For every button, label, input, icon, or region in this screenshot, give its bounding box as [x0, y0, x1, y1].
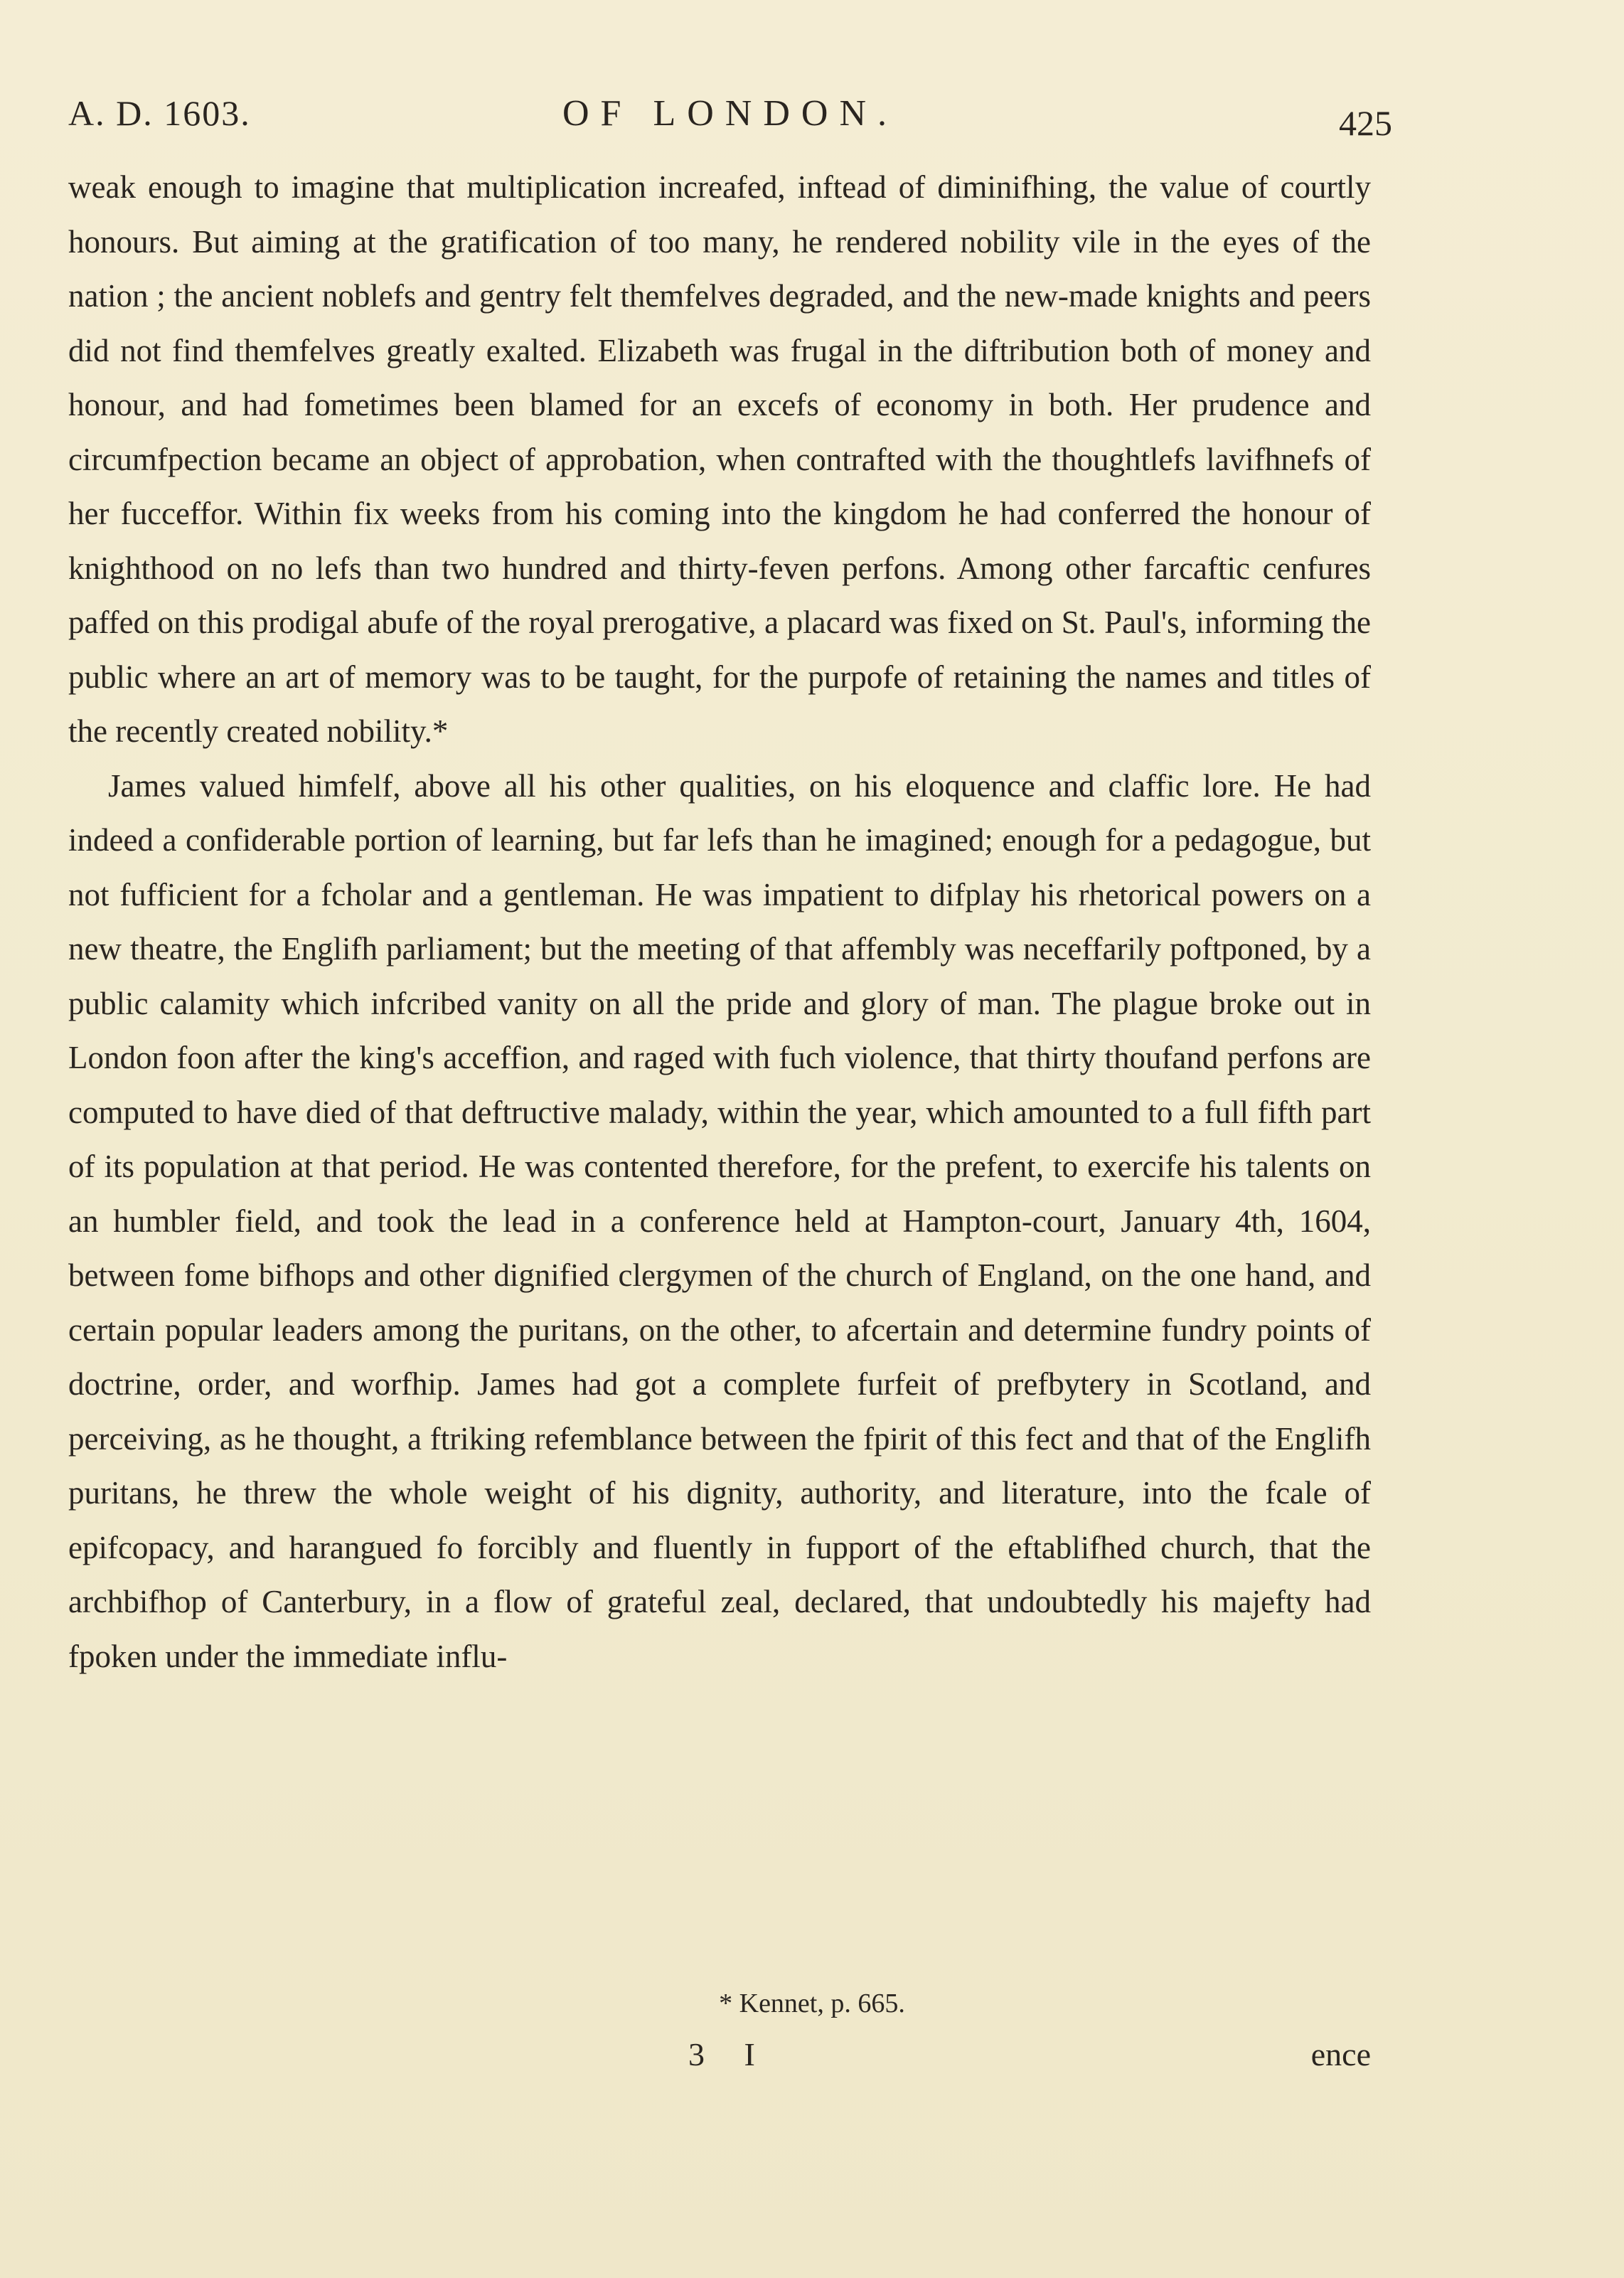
paragraph-2: James valued himfelf, above all his other qualities, on his eloquence and claffic lore. He had indeed a confiderable portion of learning, but far lefs than he imagined; enough for a pedagogue, but not fufficient for a fcholar and a gentleman. He was impatient to difplay his rhetorical powers on a new theatre, the Englifh parliament; but the meeting of that affembly was neceffarily poftponed, by a public calamity which infcribed vanity on all the pride and glory of man. The plague broke out in London foon after the king's acceffion, and raged with fuch violence, that thirty thoufand perfons are computed to have died of that deftructive malady, within the year, which amounted to a full fifth part of its population at that period. He was contented therefore, for the prefent, to exercife his talents on an humbler field, and took the lead in a conference held at Hampton-court, January 4th, 1604, between fome bifhops and other dignified clergymen of the church of England, on the one hand, and certain popular leaders among the puritans, on the other, to afcertain and determine fundry points of doctrine, order, and worfhip. James had got a complete furfeit of prefbytery in Scotland, and perceiving, as he thought, a ftriking refemblance between the fpirit of this fect and that of the Englifh puritans, he threw the whole weight of his dignity, authority, and literature, into the fcale of epifcopacy, and harangued fo forcibly and fluently in fupport of the eftablifhed church, that the archbifhop of Canterbury, in a flow of grateful zeal, declared, that undoubtedly his majefty had fpoken under the immediate influ-	[68, 767, 1371, 1674]
header-title: OF LONDON.	[562, 93, 898, 134]
footnote: * Kennet, p. 665.	[719, 1989, 905, 2018]
signature-mark: 3 I	[688, 2036, 771, 2072]
page-number: 425	[1339, 103, 1392, 143]
header-year: A. D. 1603.	[68, 93, 251, 133]
catchword: ence	[1310, 2036, 1371, 2072]
body-text	[68, 160, 1371, 1683]
paragraph-1: weak enough to imagine that multiplication increafed, inftead of diminifhing, the value of courtly honours. But aiming at the gratification of too many, he rendered nobility vile in the eyes of the nation ; the ancient noblefs and gentry felt themfelves degraded, and the new-made knights and peers did not find themfelves greatly exalted. Elizabeth was frugal in the diftribution both of money and honour, and had fometimes been blamed for an excefs of economy in both. Her prudence and circumfpection became an object of approbation, when contrafted with the thoughtlefs lavifhnefs of her fucceffor. Within fix weeks from his coming into the kingdom he had conferred the honour of knighthood on no lefs than two hundred and thirty-feven perfons. Among other farcaftic cenfures paffed on this prodigal abufe of the royal prerogative, a placard was fixed on St. Paul's, informing the public where an art of memory was to be taught, for the purpofe of retaining the names and titles of the recently created nobility.*	[68, 169, 1371, 749]
running-header	[68, 85, 1392, 149]
